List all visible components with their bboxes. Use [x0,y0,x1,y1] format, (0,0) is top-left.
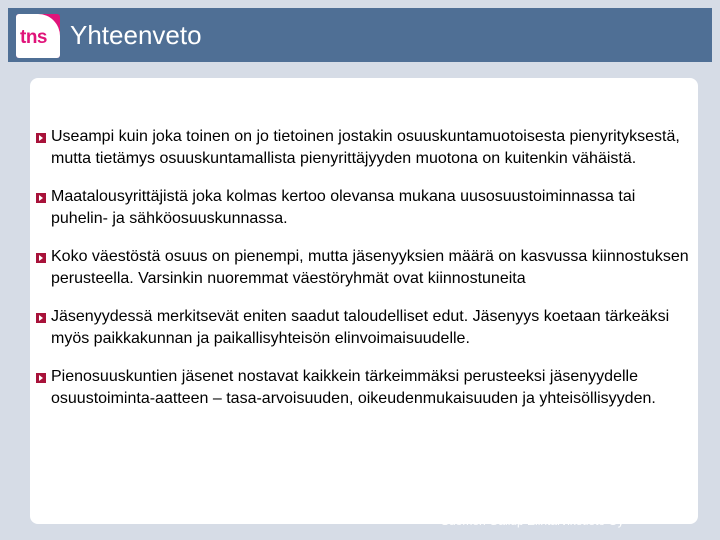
arrow-bullet-icon [36,133,46,143]
content-panel [30,78,698,524]
bullet-item [30,306,698,350]
bullet-list [30,126,698,426]
bullet-text: Maatalousyrittäjistä joka kolmas kertoo olevansa mukana uusosuustoiminnassa tai puhelin- ja sähköosuuskunnassa. [51,188,636,227]
slide-title: Yhteenveto [70,20,202,50]
bullet-item [30,186,698,230]
bullet-item [30,126,698,170]
arrow-bullet-icon [36,253,46,263]
bullet-text: Pienosuuskuntien jäsenet nostavat kaikkein tärkeimmäksi perusteeksi jäsenyydelle osuustoiminta-aatteen – tasa-arvoisuuden, oikeudenmukaisuuden ja yhteisöllisyyden. [51,368,656,407]
arrow-bullet-icon [36,193,46,203]
bullet-item [30,366,698,410]
bullet-text: Koko väestöstä osuus on pienempi, mutta jäsenyyksien määrä on kasvussa kiinnostuksen perusteella. Varsinkin nuoremmat väestöryhmät ovat kiinnostuneita [51,248,689,287]
bullet-text: Jäsenyydessä merkitsevät eniten saadut taloudelliset edut. Jäsenyys koetaan tärkeäksi myös paikkakunnan ja paikallisyhteisön elinvoimaisuudelle. [51,308,670,347]
arrow-bullet-icon [36,313,46,323]
header-bar [8,8,712,62]
logo-text: tns [20,27,47,48]
tns-logo [16,14,60,58]
bullet-text: Useampi kuin joka toinen on jo tietoinen jostakin osuuskuntamuotoisesta pienyrityksestä, mutta tietämys osuuskuntamallista pienyrittäjyyden muotona on kuitenkin vähäistä. [51,128,680,167]
footer-company: Suomen Gallup Elintarviketieto Oy [441,514,624,528]
arrow-bullet-icon [36,373,46,383]
bullet-item [30,246,698,290]
